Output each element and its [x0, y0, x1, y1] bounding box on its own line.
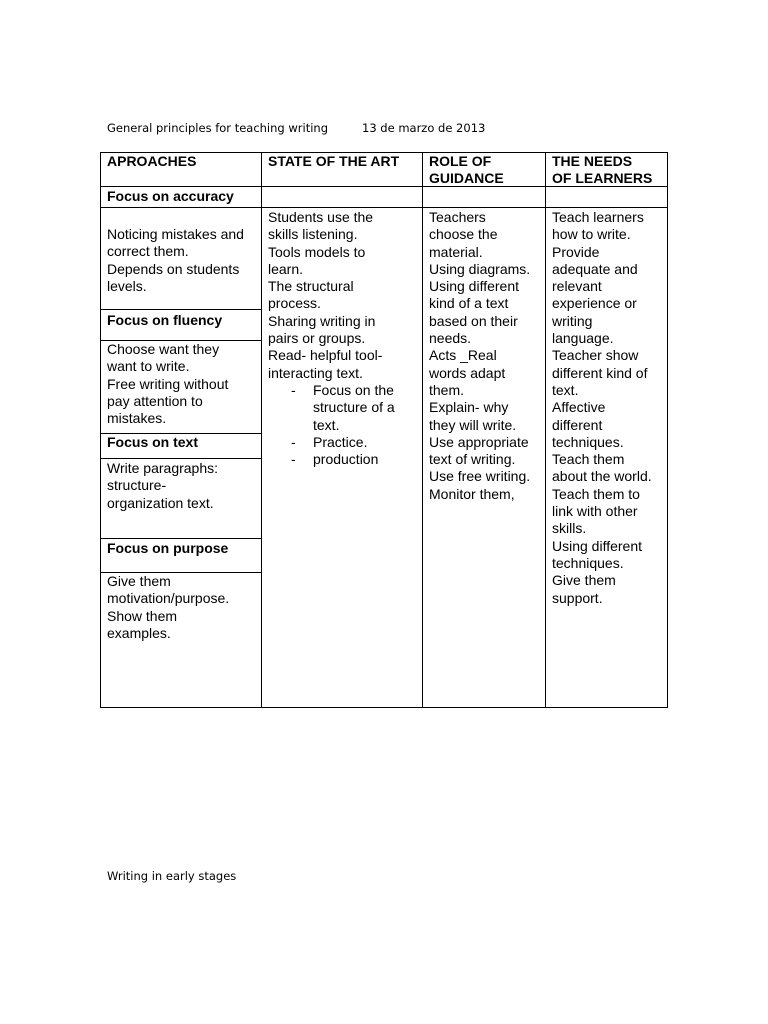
row-divider — [100, 458, 261, 459]
header-line: GUIDANCE — [429, 170, 504, 187]
bullet-text: Focus on the — [313, 381, 394, 398]
text-line: skills listening. — [268, 226, 358, 243]
header-line: OF LEARNERS — [552, 170, 653, 187]
text-line: correct them. — [107, 243, 189, 260]
text-line: motivation/purpose. — [107, 590, 230, 607]
column-header-needs-of-learners — [552, 153, 652, 188]
approach-heading-purpose: Focus on purpose — [107, 540, 229, 556]
text-line: pay attention to — [107, 392, 203, 409]
text-line: process. — [268, 295, 321, 312]
text-line: experience or — [552, 295, 637, 312]
text-line: The structural — [268, 278, 354, 295]
row-divider — [100, 207, 668, 208]
text-line: Tools models to — [268, 243, 366, 260]
text-line: Teach learners — [552, 209, 644, 225]
text-line: Noticing mistakes and — [107, 226, 244, 242]
header-line: THE NEEDS — [552, 153, 633, 169]
document-header — [107, 121, 486, 135]
bullet-item — [268, 434, 395, 451]
text-line: Explain- why — [429, 399, 509, 416]
approach-body-purpose — [107, 573, 229, 642]
text-line: support. — [552, 589, 603, 606]
text-line: structure- — [107, 477, 167, 494]
needs-of-learners-content — [552, 209, 652, 607]
text-line: Teacher show — [552, 347, 639, 364]
table-border-left — [100, 152, 101, 708]
text-line: different kind of — [552, 364, 648, 381]
principles-table — [100, 152, 668, 708]
document-title: General principles for teaching writing — [107, 121, 328, 135]
text-line: Sharing writing in — [268, 312, 376, 329]
text-line: adequate and — [552, 260, 638, 277]
bullet-text: Practice. — [313, 433, 368, 450]
text-line: levels. — [107, 277, 147, 294]
text-line: them. — [429, 381, 465, 398]
text-line: interacting text. — [268, 364, 363, 381]
text-line: Teach them — [552, 451, 625, 468]
text-line: choose the — [429, 226, 498, 243]
text-line: needs. — [429, 330, 472, 347]
role-of-guidance-content — [429, 209, 530, 503]
header-line: APROACHES — [107, 153, 197, 169]
section-heading: Writing in early stages — [107, 869, 237, 883]
text-line: organization text. — [107, 494, 214, 511]
text-line: different — [552, 416, 603, 433]
text-line: how to write. — [552, 226, 631, 243]
text-line: based on their — [429, 312, 518, 329]
text-line: Choose want they — [107, 341, 220, 357]
text-line: Read- helpful tool- — [268, 347, 383, 364]
text-line: learn. — [268, 260, 304, 277]
approach-heading-accuracy: Focus on accuracy — [107, 188, 234, 204]
approach-heading-text: Focus on text — [107, 434, 199, 450]
header-line: STATE OF THE ART — [268, 153, 400, 169]
approach-heading-fluency: Focus on fluency — [107, 312, 223, 328]
dash-bullet-icon: - — [291, 433, 296, 450]
text-line: they will write. — [429, 416, 517, 433]
text-line: pairs or groups. — [268, 330, 366, 347]
document-date: 13 de marzo de 2013 — [362, 121, 486, 135]
row-divider — [100, 309, 261, 310]
dash-bullet-icon: - — [291, 451, 296, 468]
text-line: Show them — [107, 607, 178, 624]
text-line: link with other — [552, 503, 638, 520]
text-line: Students use the — [268, 209, 374, 225]
text-line: material. — [429, 243, 483, 260]
text-line: want to write. — [107, 358, 190, 375]
bullet-item — [268, 451, 395, 468]
text-line: text of writing. — [429, 451, 516, 468]
text-line: Give them — [552, 572, 616, 589]
text-line: Using different — [429, 278, 520, 295]
state-of-the-art-content — [268, 209, 395, 468]
text-line: Provide — [552, 243, 600, 260]
table-border-bottom — [100, 707, 668, 708]
column-header-state-of-the-art — [268, 153, 399, 170]
text-line: Acts _Real — [429, 347, 497, 364]
text-line: Monitor them, — [429, 485, 515, 502]
text-line: about the world. — [552, 468, 652, 485]
text-line: techniques. — [552, 554, 624, 571]
text-line: techniques. — [552, 433, 624, 450]
text-line: writing — [552, 312, 593, 329]
text-line: Give them — [107, 573, 171, 589]
column-header-approaches — [107, 153, 196, 170]
text-line: Teach them to — [552, 485, 640, 502]
bullet-text: production — [313, 451, 379, 468]
text-line: Teachers — [429, 209, 486, 225]
column-divider — [261, 152, 262, 708]
approach-body-fluency — [107, 341, 228, 427]
text-line: words adapt — [429, 364, 506, 381]
text-line: mistakes. — [107, 410, 167, 427]
approach-body-accuracy — [107, 226, 244, 295]
text-line: Using diagrams. — [429, 260, 531, 277]
text-line: relevant — [552, 278, 602, 295]
table-border-right — [667, 152, 668, 708]
text-line: skills. — [552, 520, 587, 537]
text-line: Write paragraphs: — [107, 460, 219, 476]
column-header-role-of-guidance — [429, 153, 504, 188]
text-line: text. — [552, 381, 579, 398]
text-line: Use appropriate — [429, 433, 529, 450]
row-divider — [100, 538, 261, 539]
text-line: Free writing without — [107, 375, 229, 392]
text-line: examples. — [107, 624, 171, 641]
dash-bullet-icon: - — [291, 381, 296, 398]
header-line: ROLE OF — [429, 153, 492, 169]
text-line: Depends on students — [107, 260, 240, 277]
column-divider — [422, 152, 423, 708]
approach-body-text — [107, 460, 218, 512]
bullet-text: structure of a — [313, 399, 395, 416]
text-line: kind of a text — [429, 295, 509, 312]
bullet-item — [268, 382, 395, 434]
bullet-text: text. — [313, 416, 340, 433]
column-divider — [545, 152, 546, 708]
text-line: Affective — [552, 399, 606, 416]
text-line: Use free writing. — [429, 468, 531, 485]
text-line: language. — [552, 330, 614, 347]
text-line: Using different — [552, 537, 643, 554]
